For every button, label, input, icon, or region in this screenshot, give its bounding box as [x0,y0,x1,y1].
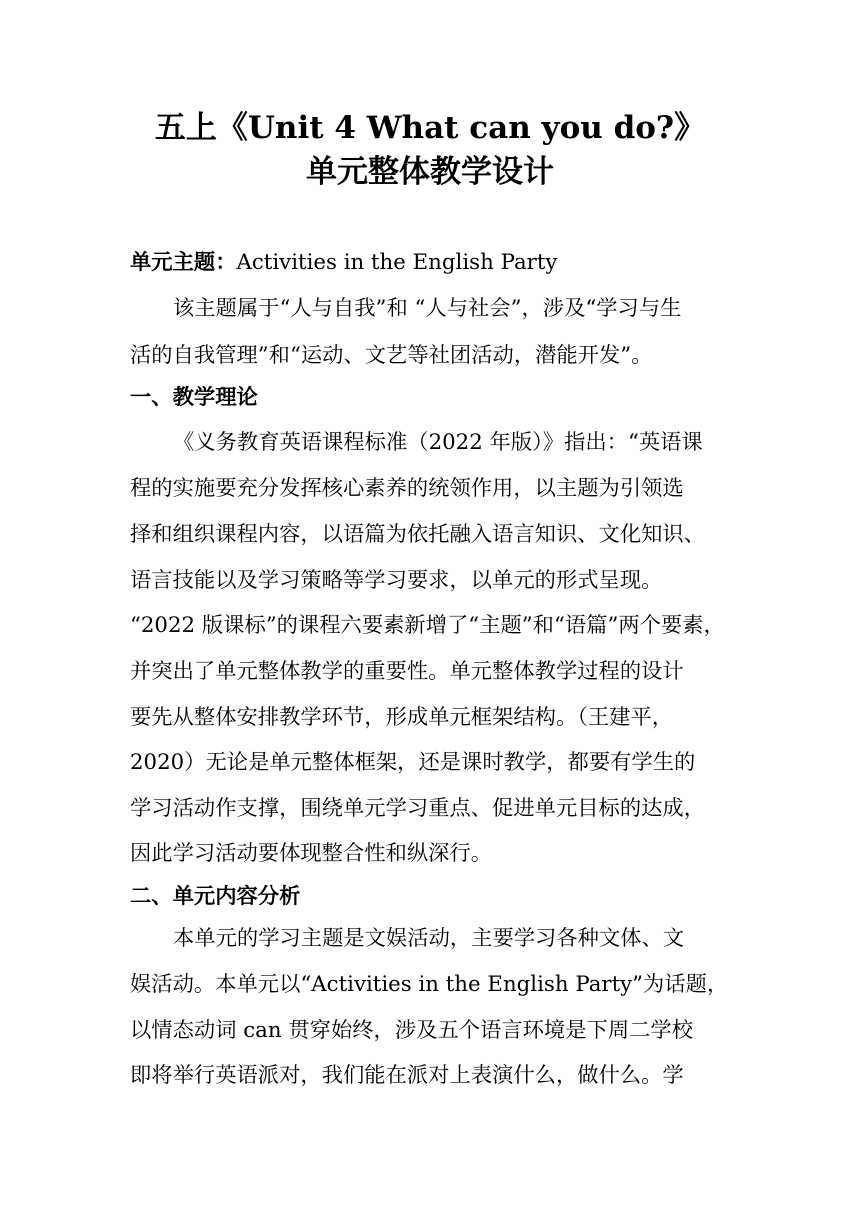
paragraph-line: 语言技能以及学习策略等学习要求，以单元的形式呈现。 [130,568,663,593]
paragraph-line: 择和组织课程内容，以语篇为依托融入语言知识、文化知识、 [130,522,706,547]
paragraph-line: 以情态动词 can 贯穿始终，涉及五个语言环境是下周二学校 [130,1018,694,1043]
paragraph-line: 即将举行英语派对，我们能在派对上表演什么，做什么。学 [130,1063,684,1088]
paragraph-line: 因此学习活动要体现整合性和纵深行。 [130,841,493,866]
section-heading-unit-content-analysis: 二、单元内容分析 [130,884,301,909]
paragraph-line: 2020）无论是单元整体框架，还是课时教学，都要有学生的 [130,750,696,775]
paragraph-line: 《义务教育英语课程标准（2022 年版）》指出：“英语课 [173,430,703,455]
paragraph-line: 程的实施要充分发挥核心素养的统领作用，以主题为引领选 [130,476,684,501]
document-title-line2: 单元整体教学设计 [306,154,554,190]
paragraph-line: 娱活动。本单元以“Activities in the English Party”为话题， [130,972,729,997]
section-heading-teaching-theory: 一、教学理论 [130,385,258,410]
paragraph-line: 该主题属于“人与自我”和 “人与社会”，涉及“学习与生 [173,296,682,321]
paragraph-line: 本单元的学习主题是文娱活动，主要学习各种文体、文 [173,926,685,951]
paragraph-line: “2022 版课标”的课程六要素新增了“主题”和“语篇”两个要素， [130,613,725,638]
unit-theme-line [130,246,730,280]
paragraph-line: 活的自我管理”和“运动、文艺等社团活动，潜能开发”。 [130,343,653,368]
paragraph-line: 学习活动作支撑，围绕单元学习重点、促进单元目标的达成， [130,796,706,821]
document-title-line1: 五上《Unit 4 What can you do?》 [154,110,706,146]
unit-theme-label: 单元主题： [130,250,237,275]
paragraph-line: 并突出了单元整体教学的重要性。单元整体教学过程的设计 [130,659,684,684]
unit-theme-value: Activities in the English Party [236,250,558,275]
paragraph-line: 要先从整体安排教学环节，形成单元框架结构。（王建平， [130,705,674,730]
